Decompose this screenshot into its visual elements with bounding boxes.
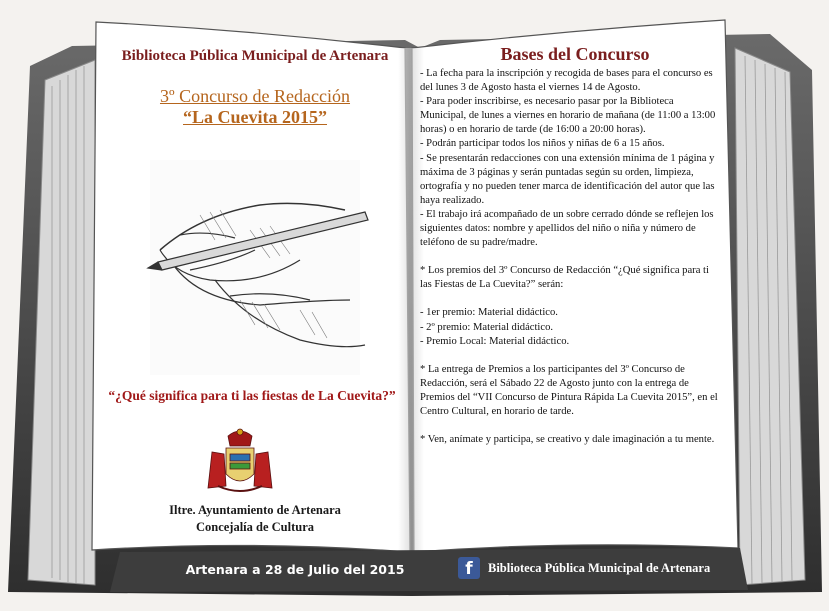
ayuntamiento-signature [110, 502, 400, 536]
rules-body [420, 67, 720, 447]
rule-item: - Para poder inscribirse, es necesario pasar por la Biblioteca Municipal, de lunes a viernes en horario de mañana (de 11:00 a 13:00 horas) o en horario de tarde (de 16:00 a 20:00 horas). [420, 96, 716, 136]
rule-item: - Podrán participar todos los niños y niñas de 6 a 15 años. [420, 138, 665, 150]
rule-item: - La fecha para la inscripción y recogida de bases para el concurso es del lunes 3 de Agosto hasta el viernes 14 de Agosto. [420, 68, 713, 94]
facebook-icon[interactable]: f [458, 557, 480, 579]
delivery-note: * La entrega de Premios a los participantes del 3º Concurso de Redacción, será el Sábado 22 de Agosto junto con la entrega de Premios del “VII Concurso de Pintura Rápida La Cuevita 2015”, en el Centro Cultural, en horario de tarde. [420, 363, 718, 417]
contest-question: “¿Qué significa para ti las fiestas de La Cuevita?” [108, 388, 396, 403]
library-title: Biblioteca Pública Municipal de Artenara [121, 48, 389, 64]
rule-item: - Se presentarán redacciones con una extensión mínima de 1 página y máxima de 3 páginas y serán puntadas según su orden, limpieza, ortografía y no pueden tener marca de identificación del autor que las haya realizado. [420, 152, 715, 206]
closing-note: * Ven, anímate y participa, se creativo y dale imaginación a tu mente. [420, 434, 715, 446]
prize-item: - 1er premio: Material didáctico. [420, 307, 558, 319]
hand-writing-drawing [148, 160, 368, 375]
ayuntamiento-name: Iltre. Ayuntamiento de Artenara [169, 503, 341, 517]
prize-item: - 2º premio: Material didáctico. [420, 321, 554, 333]
rule-item: - El trabajo irá acompañado de un sobre cerrado dónde se reflejen los siguientes datos: nombre y apellidos del niño o niña y número de teléfono de su padre/madre. [420, 208, 714, 249]
footer-date: Artenara a 28 de Julio del 2015 [185, 562, 405, 577]
rules-title: Bases del Concurso [500, 44, 650, 64]
prize-item: - Premio Local: Material didáctico. [420, 335, 570, 347]
contest-title: 3º Concurso de Redacción [159, 86, 351, 106]
concejalia-name: Concejalía de Cultura [195, 520, 315, 534]
facebook-page-link[interactable]: Biblioteca Pública Municipal de Artenara [488, 561, 711, 575]
contest-subtitle: “La Cuevita 2015” [183, 107, 327, 127]
prizes-intro: * Los premios del 3º Concurso de Redacción “¿Qué significa para ti las Fiestas de La Cuevita?” serán: [420, 265, 709, 291]
